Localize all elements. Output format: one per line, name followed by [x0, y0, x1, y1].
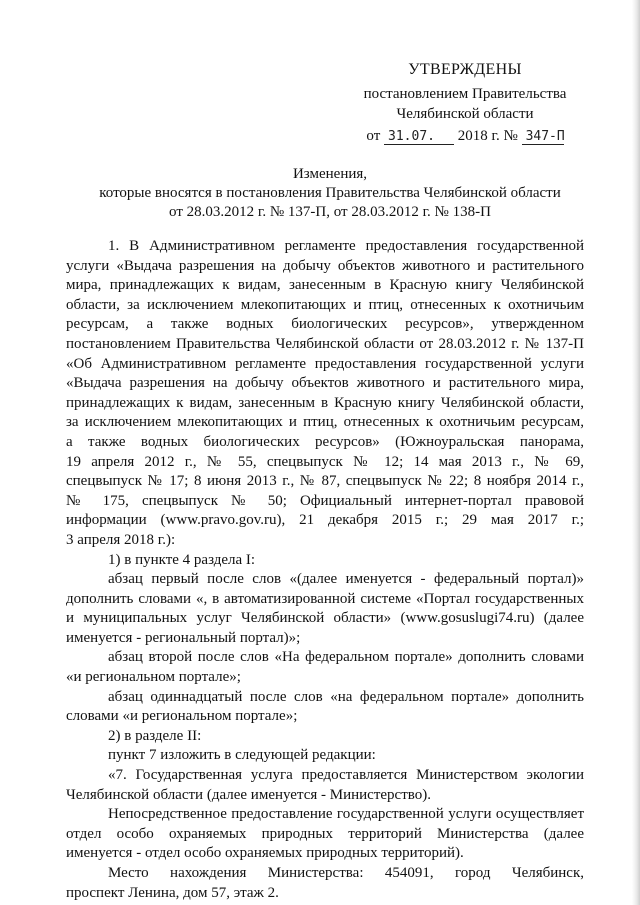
- text-line: информации (www.pravo.gov.ru), 21 декабря 2015 г.; 29 мая 2017 г.;: [66, 512, 584, 529]
- approval-line: постановлением Правительства: [363, 86, 567, 102]
- approval-heading: УТВЕРЖДЕНЫ: [408, 61, 522, 78]
- approval-stamp: [360, 60, 570, 146]
- handwritten-date: 31.07.: [384, 130, 454, 145]
- text-line: «и региональном портале»;: [66, 669, 241, 686]
- text-line: словами «и региональном портале»;: [66, 708, 298, 725]
- title-line: от 28.03.2012 г. № 137-П, от 28.03.2012 г. № 138-П: [169, 204, 491, 220]
- text-line: услуги «Выдача разрешения на добычу объектов животного и растительного: [66, 257, 584, 274]
- text-line: «Об Административном регламенте предоставления государственной услуги: [66, 355, 584, 372]
- text-line: и муниципальных услуг Челябинской области» (www.gosuslugi74.ru) (далее: [66, 610, 584, 627]
- paragraph-e: [66, 805, 584, 864]
- text-line: № 175, спецвыпуск № 50; Официальный интернет-портал правовой: [66, 492, 584, 509]
- document-body: [66, 237, 584, 903]
- text-line: 1) в пункте 4 раздела I:: [108, 551, 256, 568]
- text-line: области, за исключением млекопитающих и птиц, отнесенных к охотничьим: [66, 296, 584, 313]
- text-line: Непосредственное предоставление государственной услуги осуществляет: [108, 806, 584, 823]
- text-line: Место нахождения Министерства: 454091, город Челябинск,: [108, 865, 584, 881]
- text-line: а также водных биологических ресурсов» (Южноуральская панорама,: [66, 433, 584, 450]
- text-line: 19 апреля 2012 г., № 55, спецвыпуск № 12; 14 мая 2013 г., № 69,: [66, 453, 584, 470]
- subitem-2: [66, 727, 584, 766]
- handwritten-number: 347-П: [522, 130, 564, 145]
- text-line: именуется - отдел особо охраняемых природных территорий).: [66, 845, 464, 862]
- paragraph-a: [66, 570, 584, 648]
- text-line: 2) в разделе II:: [108, 727, 202, 744]
- paragraph-b: [66, 648, 584, 687]
- text-line: 1. В Административном регламенте предоставления государственной: [108, 238, 584, 254]
- text-line: дополнить словами «, в автоматизированной системе «Портал государственных: [66, 590, 584, 607]
- text-line: спецвыпуск № 17; 8 июня 2013 г., № 87, спецвыпуск № 22; 8 ноября 2014 г.,: [66, 473, 584, 490]
- from-label: от: [366, 128, 381, 144]
- text-line: «7. Государственная услуга предоставляется Министерством экологии: [108, 767, 584, 784]
- text-line: именуется - региональный портал)»;: [66, 629, 301, 646]
- paragraph-c: [66, 688, 584, 727]
- paragraph-d: [66, 766, 584, 805]
- text-line: ресурсам, а также водных биологических ресурсов», утвержденном: [66, 316, 584, 333]
- document-title: [60, 165, 600, 222]
- approval-line: Челябинской области: [396, 106, 534, 122]
- item-1-paragraph: [66, 237, 584, 551]
- text-line: «Выдача разрешения на добычу объектов животного и растительного мира,: [66, 375, 584, 392]
- text-line: 3 апреля 2018 г.):: [66, 531, 176, 548]
- subitem-1: [66, 551, 584, 571]
- text-line: Челябинской области (далее именуется - Министерство).: [66, 786, 431, 803]
- text-line: мира, принадлежащих к видам, занесенным в Красную книгу Челябинской: [66, 277, 584, 294]
- text-line: постановлением Правительства Челябинской области от 28.03.2012 г. № 137-П: [66, 335, 584, 352]
- title-line: Изменения,: [292, 166, 368, 182]
- scan-edge-shadow: [632, 0, 640, 905]
- text-line: принадлежащих к видам, занесенным в Красную книгу Челябинской области,: [66, 394, 584, 411]
- text-line: отдел особо охраняемых природных территорий Министерства (далее: [66, 825, 584, 842]
- text-line: абзац второй после слов «На федеральном портале» дополнить словами: [108, 649, 584, 666]
- text-line: проспект Ленина, дом 57, этаж 2.: [66, 884, 279, 901]
- year-label: 2018 г. №: [457, 128, 518, 144]
- paragraph-f: [66, 864, 584, 903]
- title-line: которые вносятся в постановления Правительства Челябинской области: [99, 185, 561, 201]
- text-line: абзац одиннадцатый после слов «на федеральном портале» дополнить: [108, 688, 584, 705]
- text-line: пункт 7 изложить в следующей редакции:: [108, 747, 376, 764]
- text-line: за исключением млекопитающих и птиц, отнесенных к охотничьим ресурсам,: [66, 414, 584, 431]
- text-line: абзац первый после слов «(далее именуется - федеральный портал)»: [108, 571, 584, 588]
- approval-dateline: [360, 126, 570, 146]
